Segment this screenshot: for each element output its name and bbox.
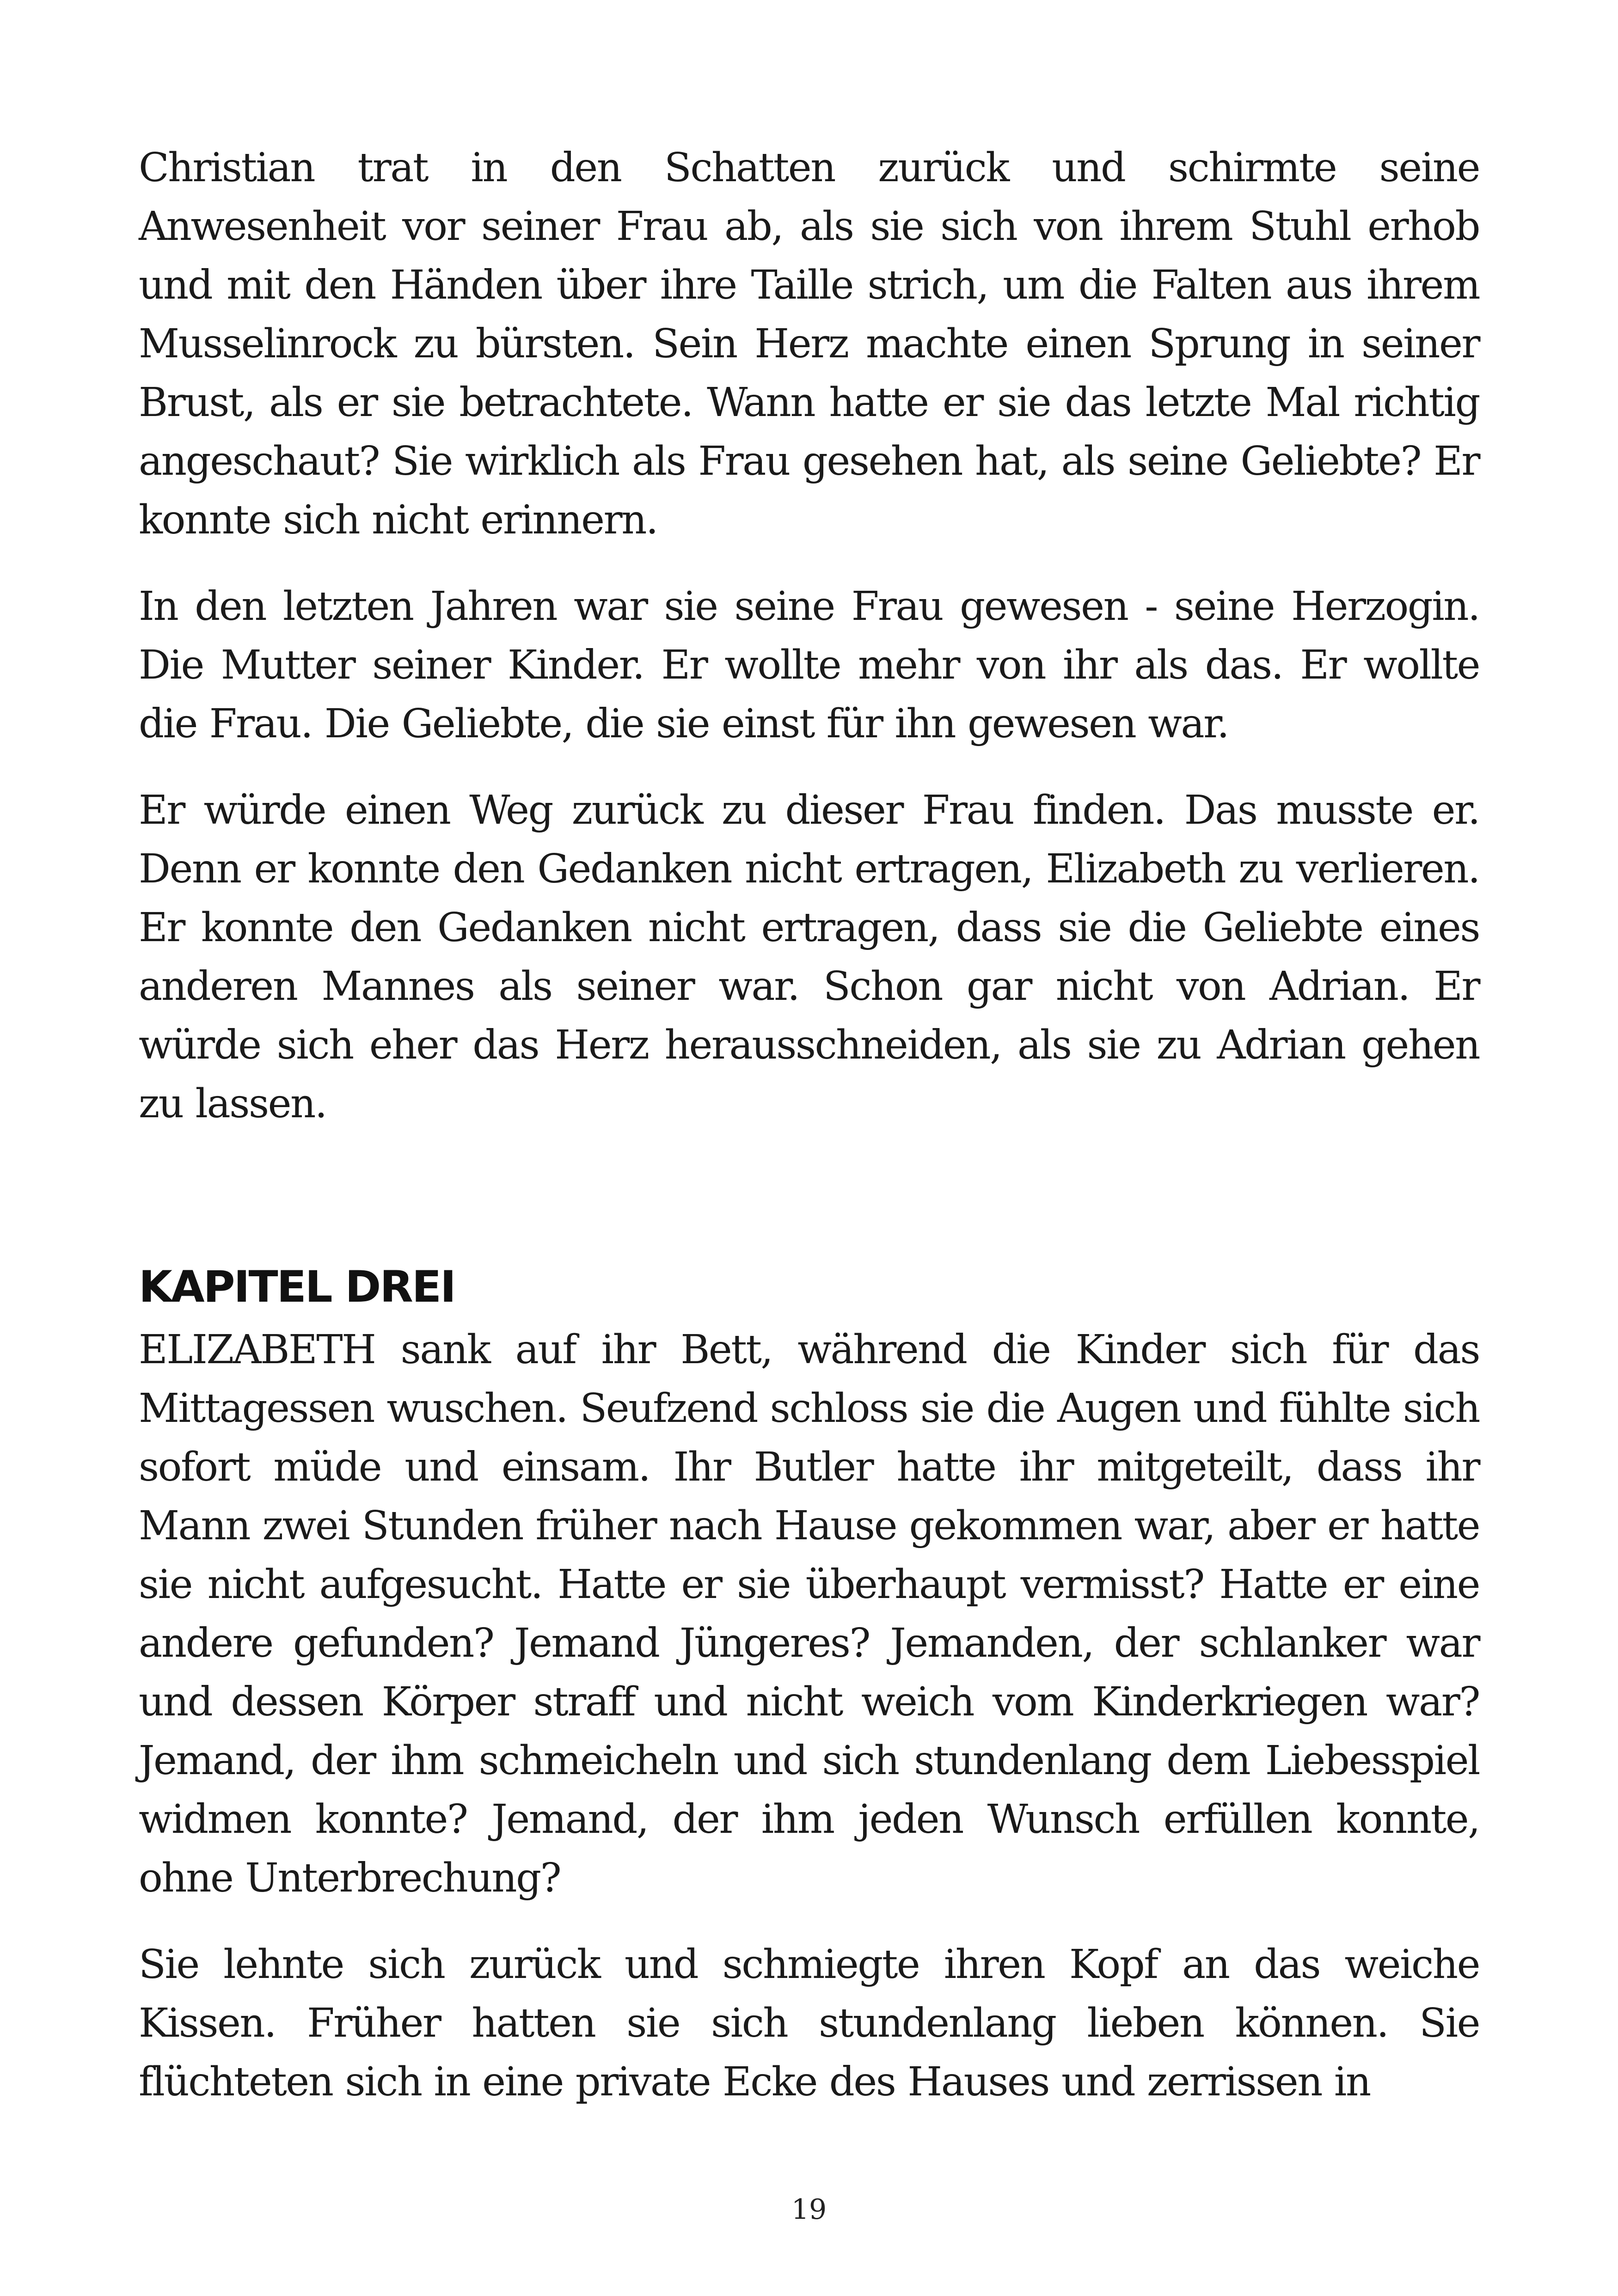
- paragraph-elizabeth-bed: ELIZABETH sank auf ihr Bett, während die Kinder sich für das Mittagessen wuschen. Seufzend schloss sie die Augen und fühlte sich sofort müde und einsam. Ihr Butler hatte ihr mitgeteilt, dass ihr Mann zwei Stunden früher nach Hause gekommen war, aber er hatte sie nicht aufgesucht. Hatte er sie überhaupt vermisst? Hatte er eine andere gefunden? Jemand Jüngeres? Jemanden, der schlanker war und dessen Körper straff und nicht weich vom Kinderkriegen war? Jemand, der ihm schmeicheln und sich stundenlang dem Liebesspiel widmen konnte? Jemand, der ihm jeden Wunsch erfüllen konnte, ohne Unterbrechung?: [139, 1327, 1479, 1901]
- paragraph-christian-shadows: Christian trat in den Schatten zurück und schirmte seine Anwesenheit vor seiner Frau ab, als sie sich von ihrem Stuhl erhob und mit den Händen über ihre Taille strich, um die Falten aus ihrem Musselinrock zu bürsten. Sein Herz machte einen Sprung in seiner Brust, als er sie betrachtete. Wann hatte er sie das letzte Mal richtig angeschaut? Sie wirklich als Frau gesehen hat, als seine Geliebte? Er konnte sich nicht erinnern.: [139, 145, 1479, 543]
- book-page: [139, 139, 1479, 2139]
- paragraph-herzogin: In den letzten Jahren war sie seine Frau gewesen - seine Herzogin. Die Mutter seiner Kinder. Er wollte mehr von ihr als das. Er wollte die Frau. Die Geliebte, die sie einst für ihn gewesen war.: [139, 583, 1479, 747]
- chapter-spacer: [139, 1161, 1479, 1258]
- paragraph-kissen: Sie lehnte sich zurück und schmiegte ihren Kopf an das weiche Kissen. Früher hatten sie sich stundenlang lieben können. Sie flüchteten sich in eine private Ecke des Hauses und zerrissen in: [139, 1941, 1479, 2105]
- chapter-heading: KAPITEL DREI: [139, 1262, 455, 1312]
- page-number: 19: [791, 2193, 827, 2226]
- paragraph-adrian: Er würde einen Weg zurück zu dieser Frau finden. Das musste er. Denn er konnte den Gedanken nicht ertragen, Elizabeth zu verlieren. Er konnte den Gedanken nicht ertragen, dass sie die Geliebte eines anderen Mannes als seiner war. Schon gar nicht von Adrian. Er würde sich eher das Herz herausschneiden, als sie zu Adrian gehen zu lassen.: [139, 787, 1479, 1127]
